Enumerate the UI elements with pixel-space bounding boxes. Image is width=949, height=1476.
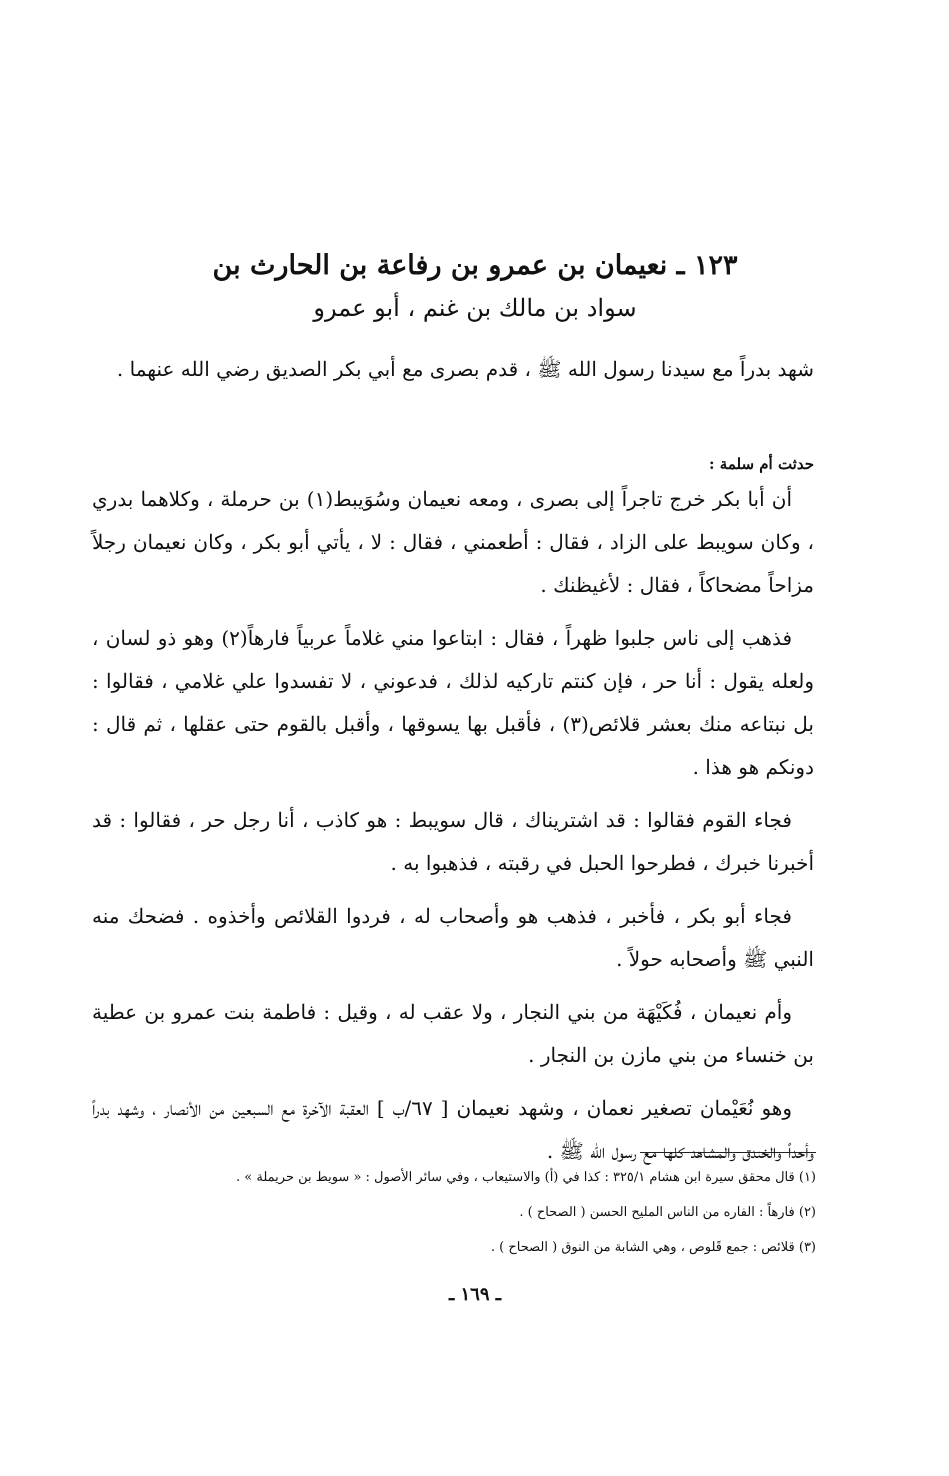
footnotes xyxy=(140,1160,816,1265)
footnote: (٢) فارهاً : الفاره من الناس المليح الحسن ( الصحاح ) . xyxy=(519,1205,816,1220)
body-text xyxy=(92,478,814,1183)
entry-subtitle: سواد بن مالك بن غنم ، أبو عمرو xyxy=(313,294,637,322)
page-number: ـ ١٦٩ ـ xyxy=(448,1284,502,1305)
entry-title: ١٢٣ ـ نعيمان بن عمرو بن رفاعة بن الحارث بن xyxy=(212,250,738,281)
intro-paragraph: شهد بدراً مع سيدنا رسول الله ﷺ ، قدم بصرى مع أبي بكر الصديق رضي الله عنهما . xyxy=(116,357,814,381)
footnote-divider xyxy=(640,1152,816,1153)
footnote: (١) قال محقق سيرة ابن هشام ٣٢٥/١ : كذا في (أ) والاستيعاب ، وفي سائر الأصول : « سويط بن حريملة » . xyxy=(236,1170,816,1185)
paragraph: وأم نعيمان ، فُكَيْهَة من بني النجار ، ولا عقب له ، وقيل : فاطمة بنت عمرو بن عطية بن خنساء من بني مازن بن النجار . xyxy=(92,1000,814,1067)
footnote: (٣) قلائص : جمع قَلوص ، وهي الشابة من النوق ( الصحاح ) . xyxy=(490,1240,816,1255)
paragraph: وهو نُعَيْمان تصغير نعمان ، وشهد نعيمان [ ٦٧/ب ] العقبة الآخرة مع السبعين من الأنصار ، وشهد بدراً وأحداً والخندق والمشاهد كلها مع رسول الله ﷺ . xyxy=(92,1096,814,1163)
narrator-label: حدثت أم سلمة : xyxy=(709,455,814,473)
paragraph: فجاء القوم فقالوا : قد اشتريناك ، قال سويبط : هو كاذب ، أنا رجل حر ، فقالوا : قد أخبرنا خبرك ، فطرحوا الحبل في رقبته ، فذهبوا به . xyxy=(92,808,814,875)
paragraph: فذهب إلى ناس جلبوا ظهراً ، فقال : ابتاعوا مني غلاماً عربياً فارهاً(٢) وهو ذو لسان ، ولعله يقول : أنا حر ، فإن كنتم تاركيه لذلك ، فدعوني ، لا تفسدوا علي غلامي ، فقالوا : بل نبتاعه منك بعشر قلائص(٣) ، فأقبل بها يسوقها ، وأقبل بالقوم حتى عقلها ، ثم قال : دونكم هو هذا . xyxy=(92,626,814,779)
paragraph: فجاء أبو بكر ، فأخبر ، فذهب هو وأصحاب له ، فردوا القلائص وأخذوه . فضحك منه النبي ﷺ وأصحابه حولاً . xyxy=(92,904,814,971)
paragraph: أن أبا بكر خرج تاجراً إلى بصرى ، ومعه نعيمان وسُوَيبط(١) بن حرملة ، وكلاهما بدري ، وكان سويبط على الزاد ، فقال : أطعمني ، فقال : لا ، يأتي أبو بكر ، وكان نعيمان رجلاً مزاحاً مضحاكاً ، فقال : لأغيظنك . xyxy=(92,487,814,597)
